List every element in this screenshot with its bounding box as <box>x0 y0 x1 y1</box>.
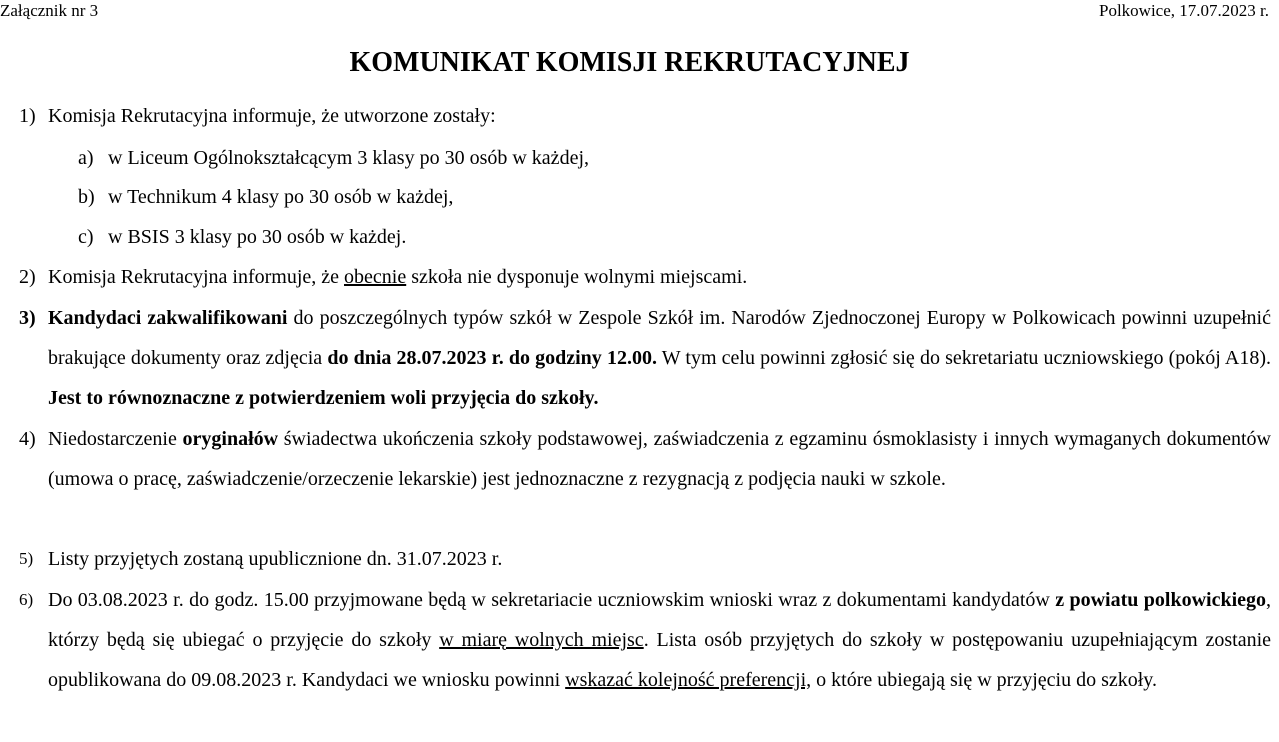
item-text <box>48 580 1271 700</box>
sub-item-letter: b) <box>78 186 95 208</box>
place-date: Polkowice, 17.07.2023 r. <box>1099 1 1269 20</box>
bold-run: z powiatu polkowickiego <box>1055 589 1266 611</box>
item-number: 4) <box>19 428 36 450</box>
text-run: Komisja Rekrutacyjna informuje, że <box>48 266 345 288</box>
sub-item-letter: c) <box>78 226 94 248</box>
bold-run: do dnia 28.07.2023 r. do godziny 12.00. <box>327 347 657 369</box>
sub-item-letter: a) <box>78 147 94 169</box>
text-run: szkoła nie dysponuje wolnymi miejscami. <box>406 266 748 288</box>
text-run: . Lista osób przyjętych do szkoły w postępowaniu uzupełniającym zostanie opublikowana do 09.08.2023 r. Kandydaci we wniosku powinni <box>48 629 1272 691</box>
bold-run: oryginałów <box>182 428 279 450</box>
text-run: W tym celu powinni zgłosić się do sekretariatu uczniowskiego (pokój A18). <box>656 347 1271 369</box>
document-title: KOMUNIKAT KOMISJI REKRUTACYJNEJ <box>349 47 910 78</box>
item-number: 1) <box>19 105 36 127</box>
bold-run: Kandydaci zakwalifikowani <box>48 307 288 329</box>
underlined-run: w miarę wolnych miejsc <box>439 629 644 651</box>
text-run: , którzy będą się ubiegać o przyjęcie do szkoły <box>48 589 1271 651</box>
item-number: 5) <box>19 549 34 568</box>
underlined-run: obecnie <box>344 266 407 288</box>
item-text: Komisja Rekrutacyjna informuje, że utworzone zostały: <box>48 105 496 127</box>
text-run: Do 03.08.2023 r. do godz. 15.00 przyjmowane będą w sekretariacie uczniowskim wnioski wraz z dokumentami kandydatów <box>48 589 1056 611</box>
item-text <box>48 419 1271 499</box>
text-run: do poszczególnych typów szkół w Zespole Szkół im. Narodów Zjednoczonej Europy w Polkowicach powinni uzupełnić brakujące dokumenty oraz zdjęcia <box>48 307 1271 369</box>
sub-item-text: w BSIS 3 klasy po 30 osób w każdej. <box>108 226 407 248</box>
item-number: 6) <box>19 590 34 609</box>
item-text <box>48 298 1271 418</box>
item-number: 3) <box>19 307 36 329</box>
item-text: Listy przyjętych zostaną upublicznione dn. 31.07.2023 r. <box>48 548 503 570</box>
sub-item-text: w Liceum Ogólnokształcącym 3 klasy po 30 osób w każdej, <box>108 147 589 169</box>
text-run: świadectwa ukończenia szkoły podstawowej, zaświadczenia z egzaminu ósmoklasisty i innych wymaganych dokumentów (umowa o pracę, zaświadczenie/orzeczenie lekarskie) jest jednoznaczne z rezygnacją z podjęcia nauki w szkole. <box>48 428 1272 490</box>
underlined-run: wskazać kolejność preferencji, <box>565 669 812 691</box>
attachment-label: Załącznik nr 3 <box>0 1 99 20</box>
item-number: 2) <box>19 266 36 288</box>
sub-item-text: w Technikum 4 klasy po 30 osób w każdej, <box>108 186 454 208</box>
text-run: o które ubiegają się w przyjęciu do szkoły. <box>811 669 1157 691</box>
bold-run: Jest to równoznaczne z potwierdzeniem woli przyjęcia do szkoły. <box>48 387 599 409</box>
text-run: Niedostarczenie <box>48 428 183 450</box>
item-text <box>48 257 1271 297</box>
